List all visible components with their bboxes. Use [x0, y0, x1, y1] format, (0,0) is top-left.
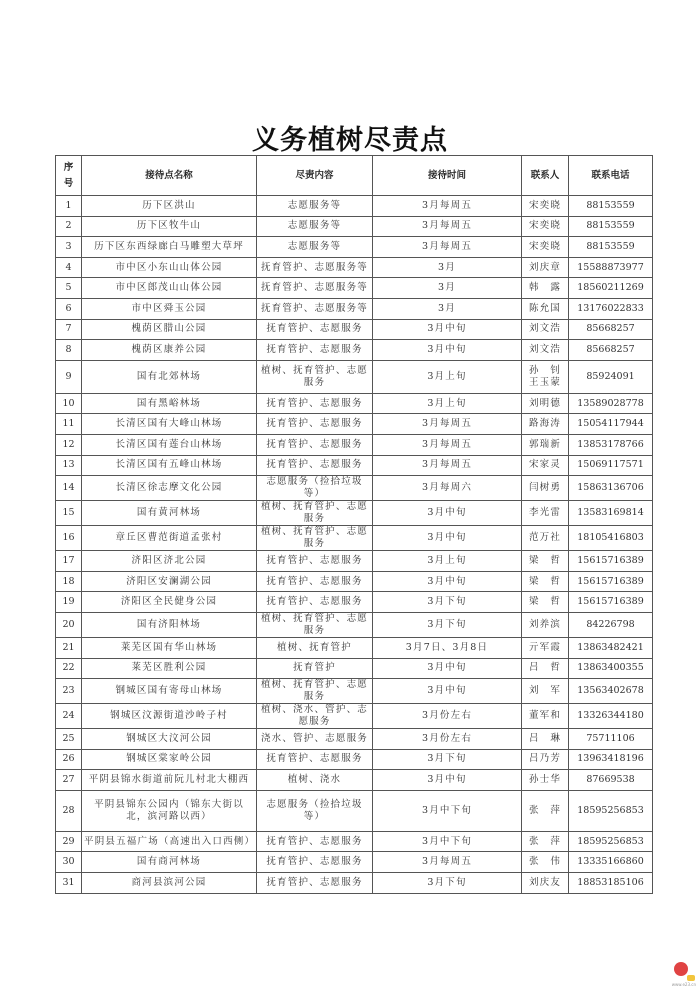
cell-seq: 6 [56, 298, 82, 319]
cell-phone: 18105416803 [569, 526, 653, 551]
cell-content: 抚育管护、志愿服务 [257, 434, 373, 455]
cell-contact: 郭瑞新 [522, 434, 569, 455]
cell-phone: 15615716389 [569, 551, 653, 572]
cell-seq: 9 [56, 360, 82, 393]
cell-time: 3月每周五 [373, 414, 522, 435]
cell-contact: 刘养滨 [522, 612, 569, 637]
table-row [56, 551, 653, 572]
table-row [56, 526, 653, 551]
cell-time: 3月上旬 [373, 551, 522, 572]
cell-phone: 15054117944 [569, 414, 653, 435]
cell-seq: 2 [56, 216, 82, 237]
cell-content: 志愿服务等 [257, 196, 373, 217]
cell-name: 市中区郎茂山山体公园 [82, 278, 257, 299]
table-row [56, 571, 653, 592]
cell-phone: 88153559 [569, 216, 653, 237]
cell-seq: 7 [56, 319, 82, 340]
cell-seq: 19 [56, 592, 82, 613]
cell-time: 3月中旬 [373, 340, 522, 361]
cell-name: 历下区牧牛山 [82, 216, 257, 237]
cell-phone: 18595256853 [569, 790, 653, 831]
table-row [56, 196, 653, 217]
cell-seq: 8 [56, 340, 82, 361]
cell-seq: 23 [56, 679, 82, 704]
header-content: 尽责内容 [257, 156, 373, 196]
table-row [56, 476, 653, 501]
cell-time: 3月每周六 [373, 476, 522, 501]
table-row [56, 216, 653, 237]
cell-contact: 梁 哲 [522, 592, 569, 613]
header-seq [56, 156, 82, 196]
table-row [56, 434, 653, 455]
table-row [56, 257, 653, 278]
cell-name: 市中区小东山山体公园 [82, 257, 257, 278]
cell-time: 3月下旬 [373, 612, 522, 637]
cell-contact: 梁 哲 [522, 571, 569, 592]
cell-name: 长清区国有五峰山林场 [82, 455, 257, 476]
cell-content: 抚育管护、志愿服务 [257, 340, 373, 361]
cell-phone: 87669538 [569, 770, 653, 791]
cell-name: 长清区国有大峰山林场 [82, 414, 257, 435]
cell-seq: 4 [56, 257, 82, 278]
cell-contact: 韩 露 [522, 278, 569, 299]
cell-time: 3月中旬 [373, 319, 522, 340]
header-seq-line1: 序 [63, 161, 74, 173]
table-row [56, 612, 653, 637]
cell-seq: 26 [56, 749, 82, 770]
cell-contact: 陈允国 [522, 298, 569, 319]
cell-content: 抚育管护、志愿服务 [257, 831, 373, 852]
header-phone: 联系电话 [569, 156, 653, 196]
cell-seq: 12 [56, 434, 82, 455]
stamp-accent-icon [687, 975, 695, 981]
cell-name: 国有济阳林场 [82, 612, 257, 637]
cell-phone: 88153559 [569, 196, 653, 217]
cell-name: 平阴县锦东公园内（锦东大街以北，滨河路以西） [82, 790, 257, 831]
table-row [56, 592, 653, 613]
cell-contact: 刘 军 [522, 679, 569, 704]
cell-phone: 15863136706 [569, 476, 653, 501]
cell-contact: 张 萍 [522, 831, 569, 852]
cell-content: 抚育管护、志愿服务 [257, 551, 373, 572]
cell-name: 莱芜区胜利公园 [82, 658, 257, 679]
cell-contact: 吕 琳 [522, 729, 569, 750]
cell-contact: 闫树勇 [522, 476, 569, 501]
cell-seq: 30 [56, 852, 82, 873]
cell-name: 钢城区汶源街道沙岭子村 [82, 704, 257, 729]
cell-name: 平阴县五福广场（高速出入口西侧） [82, 831, 257, 852]
table-row [56, 501, 653, 526]
cell-content: 抚育管护、志愿服务 [257, 873, 373, 894]
cell-contact [522, 360, 569, 393]
cell-content: 志愿服务（捡拾垃圾等） [257, 476, 373, 501]
table-row [56, 749, 653, 770]
cell-name: 国有北郊林场 [82, 360, 257, 393]
cell-seq: 28 [56, 790, 82, 831]
table-row [56, 637, 653, 658]
cell-contact: 刘庆章 [522, 257, 569, 278]
table-row [56, 790, 653, 831]
cell-phone: 18595256853 [569, 831, 653, 852]
table-row [56, 679, 653, 704]
cell-contact: 宋奕晓 [522, 196, 569, 217]
cell-content: 植树、抚育管护、志愿服务 [257, 679, 373, 704]
cell-time: 3月下旬 [373, 749, 522, 770]
cell-content: 植树、抚育管护、志愿服务 [257, 360, 373, 393]
cell-contact: 吕 哲 [522, 658, 569, 679]
cell-seq: 5 [56, 278, 82, 299]
cell-name: 济阳区济北公园 [82, 551, 257, 572]
cell-seq: 3 [56, 237, 82, 258]
cell-contact: 张 伟 [522, 852, 569, 873]
table-row [56, 360, 653, 393]
cell-time: 3月中旬 [373, 501, 522, 526]
cell-contact: 宋家灵 [522, 455, 569, 476]
cell-content: 抚育管护 [257, 658, 373, 679]
cell-content: 植树、抚育管护、志愿服务 [257, 612, 373, 637]
cell-name: 钢城区棠家岭公园 [82, 749, 257, 770]
cell-phone: 75711106 [569, 729, 653, 750]
cell-content: 植树、抚育管护 [257, 637, 373, 658]
cell-time: 3月上旬 [373, 360, 522, 393]
table-row [56, 455, 653, 476]
cell-name: 钢城区国有寄母山林场 [82, 679, 257, 704]
cell-name: 槐荫区腊山公园 [82, 319, 257, 340]
table-header-row [56, 156, 653, 196]
cell-name: 长清区徐志摩文化公园 [82, 476, 257, 501]
cell-phone: 13583169814 [569, 501, 653, 526]
cell-time: 3月中下旬 [373, 831, 522, 852]
cell-time: 3月每周五 [373, 237, 522, 258]
cell-seq: 18 [56, 571, 82, 592]
cell-contact: 范万社 [522, 526, 569, 551]
table-row [56, 393, 653, 414]
cell-contact: 刘庆友 [522, 873, 569, 894]
cell-content: 抚育管护、志愿服务 [257, 592, 373, 613]
cell-time: 3月每周五 [373, 455, 522, 476]
cell-contact: 刘文浩 [522, 319, 569, 340]
cell-content: 浇水、管护、志愿服务 [257, 729, 373, 750]
cell-time: 3月中下旬 [373, 790, 522, 831]
cell-name: 钢城区大汶河公园 [82, 729, 257, 750]
cell-content: 抚育管护、志愿服务等 [257, 278, 373, 299]
contact-primary: 孙 钊 [528, 364, 562, 376]
cell-name: 历下区洪山 [82, 196, 257, 217]
cell-content: 抚育管护、志愿服务等 [257, 257, 373, 278]
cell-phone: 13963418196 [569, 749, 653, 770]
cell-time: 3月份左右 [373, 704, 522, 729]
cell-phone: 88153559 [569, 237, 653, 258]
table-row [56, 704, 653, 729]
table-row [56, 831, 653, 852]
cell-seq: 29 [56, 831, 82, 852]
cell-time: 3月中旬 [373, 658, 522, 679]
cell-contact: 张 萍 [522, 790, 569, 831]
table-row [56, 414, 653, 435]
cell-phone: 85668257 [569, 340, 653, 361]
cell-phone: 13589028778 [569, 393, 653, 414]
cell-time: 3月中旬 [373, 526, 522, 551]
cell-content: 植树、抚育管护、志愿服务 [257, 526, 373, 551]
cell-content: 植树、浇水、管护、志愿服务 [257, 704, 373, 729]
cell-seq: 31 [56, 873, 82, 894]
cell-contact: 宋奕晓 [522, 216, 569, 237]
cell-phone: 15615716389 [569, 592, 653, 613]
cell-content: 志愿服务（捡拾垃圾等） [257, 790, 373, 831]
cell-time: 3月下旬 [373, 873, 522, 894]
cell-phone: 13335166860 [569, 852, 653, 873]
cell-time: 3月中旬 [373, 571, 522, 592]
cell-phone: 18560211269 [569, 278, 653, 299]
cell-time: 3月每周五 [373, 852, 522, 873]
cell-content: 志愿服务等 [257, 216, 373, 237]
cell-phone: 15069117571 [569, 455, 653, 476]
cell-time: 3月每周五 [373, 196, 522, 217]
cell-contact: 宋奕晓 [522, 237, 569, 258]
cell-seq: 21 [56, 637, 82, 658]
cell-contact: 路海涛 [522, 414, 569, 435]
cell-phone: 13863482421 [569, 637, 653, 658]
header-seq-line2: 号 [63, 177, 74, 189]
cell-seq: 13 [56, 455, 82, 476]
cell-time: 3月中旬 [373, 770, 522, 791]
cell-time: 3月份左右 [373, 729, 522, 750]
cell-time: 3月下旬 [373, 592, 522, 613]
cell-time: 3月每周五 [373, 434, 522, 455]
cell-contact: 李光雷 [522, 501, 569, 526]
table-row [56, 658, 653, 679]
cell-name: 国有黄河林场 [82, 501, 257, 526]
table-row [56, 770, 653, 791]
cell-contact: 吕乃芳 [522, 749, 569, 770]
document-title: 义务植树尽责点 [252, 125, 448, 156]
cell-name: 济阳区安澜湖公园 [82, 571, 257, 592]
cell-content: 抚育管护、志愿服务 [257, 749, 373, 770]
cell-name: 莱芜区国有华山林场 [82, 637, 257, 658]
table-row [56, 873, 653, 894]
header-time: 接待时间 [373, 156, 522, 196]
cell-phone: 13863400355 [569, 658, 653, 679]
cell-contact: 刘文浩 [522, 340, 569, 361]
contact-secondary: 王玉蒙 [528, 376, 562, 388]
cell-phone: 13853178766 [569, 434, 653, 455]
cell-content: 抚育管护、志愿服务 [257, 319, 373, 340]
cell-seq: 25 [56, 729, 82, 750]
cell-content: 植树、浇水 [257, 770, 373, 791]
cell-seq: 15 [56, 501, 82, 526]
cell-seq: 17 [56, 551, 82, 572]
cell-time: 3月上旬 [373, 393, 522, 414]
cell-content: 植树、抚育管护、志愿服务 [257, 501, 373, 526]
cell-name: 槐荫区康养公园 [82, 340, 257, 361]
table-row [56, 319, 653, 340]
table-row [56, 852, 653, 873]
cell-contact: 刘明德 [522, 393, 569, 414]
table-row [56, 340, 653, 361]
cell-seq: 22 [56, 658, 82, 679]
table-row [56, 278, 653, 299]
cell-content: 抚育管护、志愿服务等 [257, 298, 373, 319]
cell-name: 国有商河林场 [82, 852, 257, 873]
cell-content: 抚育管护、志愿服务 [257, 414, 373, 435]
cell-seq: 10 [56, 393, 82, 414]
cell-phone: 13326344180 [569, 704, 653, 729]
cell-phone: 15588873977 [569, 257, 653, 278]
table-row [56, 298, 653, 319]
cell-time: 3月每周五 [373, 216, 522, 237]
cell-time: 3月 [373, 298, 522, 319]
table-row [56, 729, 653, 750]
cell-phone: 13563402678 [569, 679, 653, 704]
cell-seq: 16 [56, 526, 82, 551]
cell-phone: 18853185106 [569, 873, 653, 894]
cell-name: 平阴县锦水街道前阮儿村北大棚西 [82, 770, 257, 791]
cell-name: 市中区舜玉公园 [82, 298, 257, 319]
cell-name: 商河县滨河公园 [82, 873, 257, 894]
cell-contact: 亓军霞 [522, 637, 569, 658]
cell-phone: 85924091 [569, 360, 653, 393]
cell-phone: 85668257 [569, 319, 653, 340]
cell-content: 抚育管护、志愿服务 [257, 455, 373, 476]
tree-planting-points-table [55, 155, 653, 894]
stamp-logo-icon [674, 962, 688, 976]
cell-seq: 24 [56, 704, 82, 729]
table-body [56, 196, 653, 894]
cell-time: 3月 [373, 278, 522, 299]
cell-content: 抚育管护、志愿服务 [257, 852, 373, 873]
cell-seq: 20 [56, 612, 82, 637]
cell-time: 3月中旬 [373, 679, 522, 704]
cell-phone: 15615716389 [569, 571, 653, 592]
cell-contact: 梁 哲 [522, 551, 569, 572]
header-name: 接待点名称 [82, 156, 257, 196]
cell-name: 国有黑峪林场 [82, 393, 257, 414]
cell-time: 3月7日、3月8日 [373, 637, 522, 658]
table-row [56, 237, 653, 258]
cell-phone: 84226798 [569, 612, 653, 637]
cell-content: 抚育管护、志愿服务 [257, 571, 373, 592]
cell-name: 历下区东西绿廊白马雕塑大草坪 [82, 237, 257, 258]
cell-contact: 董军和 [522, 704, 569, 729]
watermark-text: www.e23.cn [671, 982, 696, 987]
header-contact: 联系人 [522, 156, 569, 196]
cell-phone: 13176022833 [569, 298, 653, 319]
cell-content: 抚育管护、志愿服务 [257, 393, 373, 414]
cell-seq: 14 [56, 476, 82, 501]
cell-seq: 11 [56, 414, 82, 435]
cell-name: 长清区国有莲台山林场 [82, 434, 257, 455]
cell-name: 济阳区全民健身公园 [82, 592, 257, 613]
cell-content: 志愿服务等 [257, 237, 373, 258]
cell-seq: 1 [56, 196, 82, 217]
cell-name: 章丘区曹范街道孟张村 [82, 526, 257, 551]
cell-contact: 孙士华 [522, 770, 569, 791]
cell-seq: 27 [56, 770, 82, 791]
cell-time: 3月 [373, 257, 522, 278]
